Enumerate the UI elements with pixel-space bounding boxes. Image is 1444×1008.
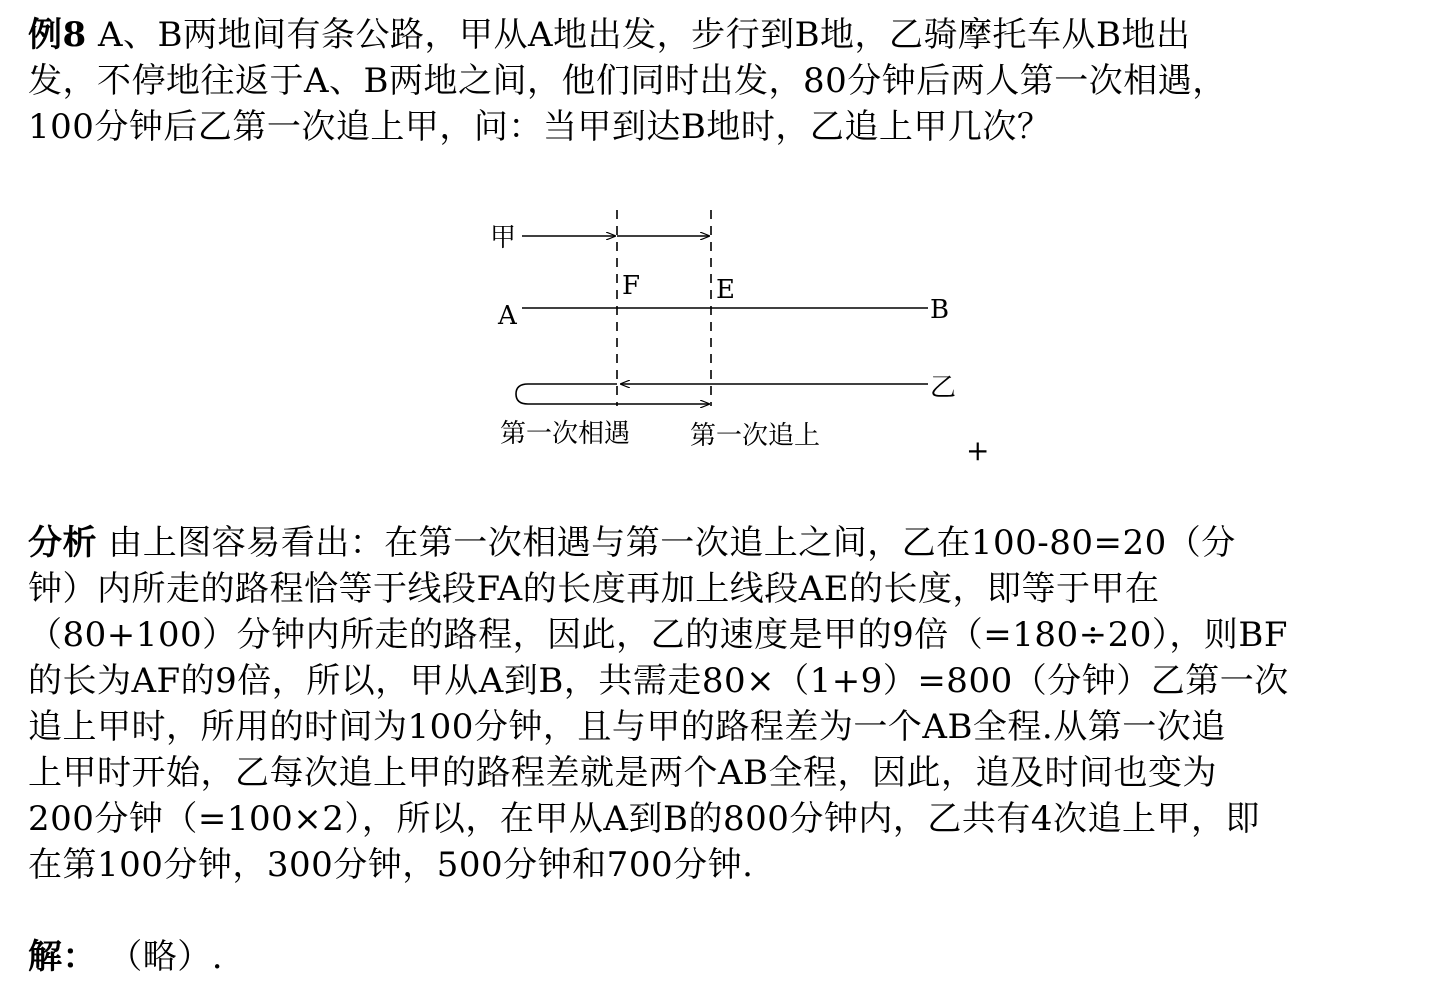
- analysis-line-5: 追上甲时，所用的时间为100分钟，且与甲的路程差为一个AB全程.从第一次追: [28, 707, 1226, 747]
- analysis-line-1: [28, 520, 1428, 566]
- problem-text-1: A、B两地间有条公路，甲从A地出发，步行到B地，乙骑摩托车从B地出: [86, 15, 1191, 55]
- problem-line-2: 发，不停地往返于A、B两地之间，他们同时出发，80分钟后两人第一次相遇，: [28, 61, 1227, 101]
- analysis-line-4: 的长为AF的9倍，所以，甲从A到B，共需走80×（1+9）=800（分钟）乙第一次: [28, 661, 1289, 701]
- point-b-label: B: [930, 295, 950, 325]
- jia-label: 甲: [490, 223, 517, 253]
- analysis-line-7: 200分钟（=100×2），所以，在甲从A到B的800分钟内，乙共有4次追上甲，即: [28, 799, 1260, 839]
- answer-line: [28, 934, 1428, 980]
- analysis-label: 分析: [28, 523, 97, 563]
- problem-line-3: 100分钟后乙第一次追上甲，问：当甲到达B地时，乙追上甲几次？: [28, 107, 1052, 147]
- first-catch-label: 第一次追上: [690, 421, 821, 451]
- analysis-line-6: 上甲时开始，乙每次追上甲的路程差就是两个AB全程，因此，追及时间也变为: [28, 753, 1218, 793]
- answer-section: [28, 934, 1428, 980]
- analysis-section: [28, 520, 1428, 888]
- analysis-line-3: （80+100）分钟内所走的路程，因此，乙的速度是甲的9倍（=180÷20），则BF: [28, 615, 1288, 655]
- plus-mark: +: [966, 434, 990, 467]
- example-label: 例8: [28, 15, 87, 55]
- point-e-label: E: [716, 275, 735, 305]
- answer-label: 解：: [28, 937, 97, 977]
- answer-text: （略）.: [97, 937, 224, 977]
- point-a-label: A: [498, 301, 517, 331]
- yi-label: 乙: [930, 373, 957, 403]
- problem-statement: [28, 12, 1428, 150]
- analysis-text-1: 由上图容易看出：在第一次相遇与第一次追上之间，乙在100-80=20（分: [97, 523, 1236, 563]
- analysis-line-8: 在第100分钟，300分钟，500分钟和700分钟.: [28, 845, 754, 885]
- first-meet-label: 第一次相遇: [500, 419, 631, 449]
- analysis-line-2: 钟）内所走的路程恰等于线段FA的长度再加上线段AE的长度，即等于甲在: [28, 569, 1160, 609]
- point-f-label: F: [622, 271, 641, 301]
- yi-turnaround-curve: [516, 384, 528, 404]
- problem-line-1: [28, 12, 1428, 58]
- motion-diagram: [470, 196, 1010, 476]
